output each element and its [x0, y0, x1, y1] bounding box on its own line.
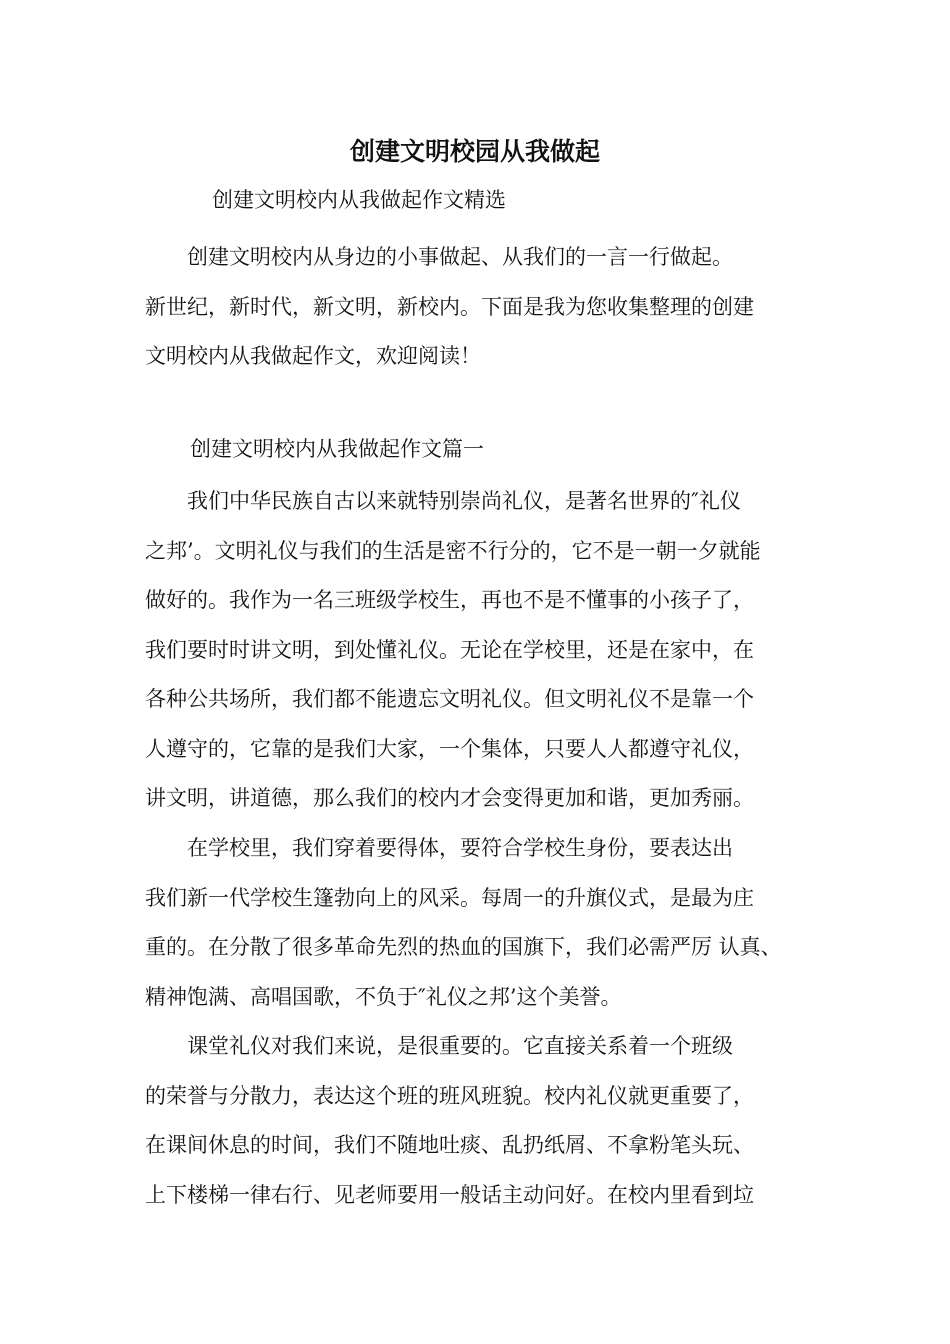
body-paragraph-3	[145, 1022, 825, 1220]
intro-paragraph	[145, 233, 825, 382]
paragraph-line: 文明校内从我做起作文，欢迎阅读！	[145, 344, 481, 368]
paragraph-line: 重的。在分散了很多革命先烈的热血的国旗下，我们必需严厉 认真、	[145, 935, 782, 959]
body-paragraph-1	[145, 477, 825, 824]
document-title: 创建文明校园从我做起	[349, 137, 600, 166]
body-paragraph-2	[145, 824, 825, 1022]
paragraph-line: 创建文明校内从身边的小事做起、从我们的一言一行做起。	[145, 245, 733, 269]
paragraph-line: 的荣誉与分散力，表达这个班的班风班貌。校内礼仪就更重要了，	[145, 1083, 754, 1108]
paragraph-line: 我们新一代学校生篷勃向上的风采。每周一的升旗仪式，是最为庄	[145, 885, 754, 910]
paragraph-line: 上下楼梯一律右行、见老师要用一般话主动问好。在校内里看到垃	[145, 1182, 754, 1207]
paragraph-line: 课堂礼仪对我们来说，是很重要的。它直接关系着一个班级	[145, 1034, 733, 1058]
paragraph-line: 人遵守的，它靠的是我们大家，一个集体，只要人人都遵守礼仪，	[145, 736, 754, 761]
paragraph-line: 之邦’。文明礼仪与我们的生活是密不行分的，它不是一朝一夕就能	[145, 538, 761, 563]
paragraph-line: 我们要时时讲文明，到处懂礼仪。无论在学校里，还是在家中，在	[145, 637, 754, 662]
paragraph-line: 我们中华民族自古以来就特别崇尚礼仪，是著名世界的″礼仪	[145, 489, 741, 513]
paragraph-line: 做好的。我作为一名三班级学校生，再也不是不懂事的小孩子了，	[145, 588, 754, 612]
paragraph-line: 讲文明，讲道德，那么我们的校内才会变得更加和谐，更加秀丽。	[145, 786, 754, 810]
paragraph-line: 在课间休息的时间，我们不随地吐痰、乱扔纸屑、不拿粉笔头玩、	[145, 1133, 754, 1157]
section-heading: 创建文明校内从我做起作文篇一	[190, 437, 484, 461]
document-subtitle: 创建文明校内从我做起作文精选	[212, 188, 506, 212]
paragraph-line: 各种公共场所，我们都不能遗忘文明礼仪。但文明礼仪不是靠一个	[145, 687, 754, 711]
paragraph-line: 新世纪，新时代，新文明，新校内。下面是我为您收集整理的创建	[145, 294, 754, 319]
paragraph-line: 在学校里，我们穿着要得体，要符合学校生身份，要表达出	[145, 836, 733, 860]
paragraph-line: 精神饱满、高唱国歌，不负于″礼仪之邦’这个美誉。	[145, 984, 622, 1009]
